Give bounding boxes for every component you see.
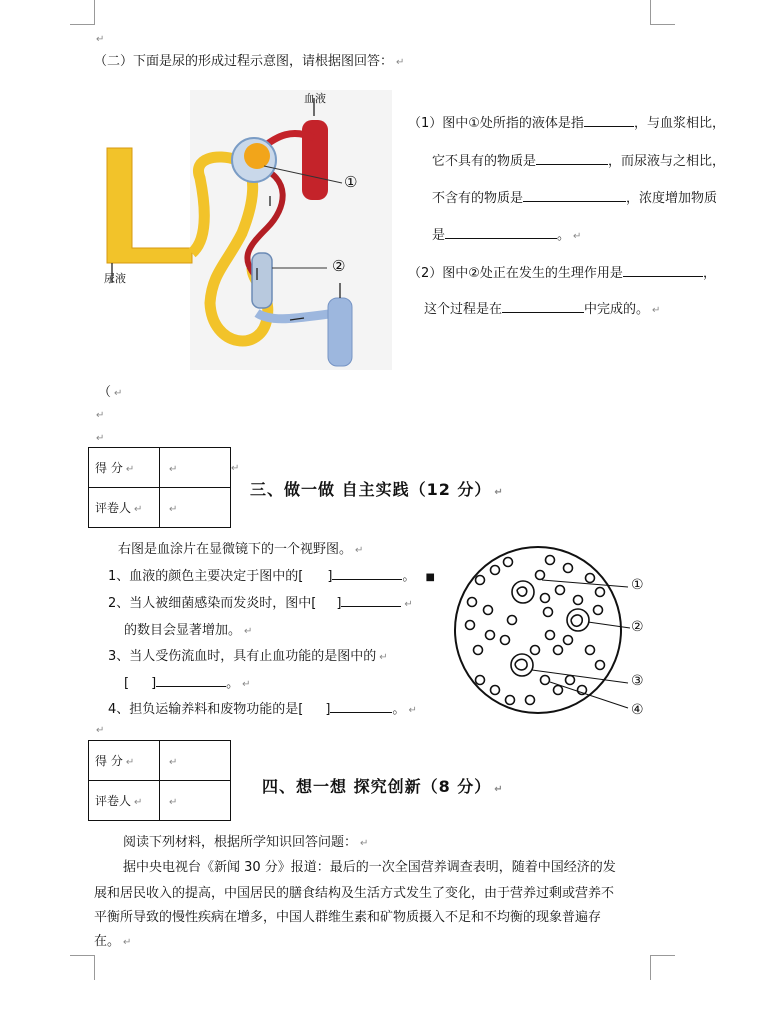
s3-q3-text-c: 。 — [226, 676, 240, 691]
section4-para-line4: 在。 ↵ — [94, 934, 132, 949]
s3-q3-text-a: [ — [124, 676, 130, 691]
score-table-section4 — [88, 740, 231, 821]
label-urine: 尿液 — [104, 272, 126, 285]
blood-smear-diagram — [450, 540, 660, 720]
reviewer-value-cell[interactable]: ↵ — [160, 781, 231, 821]
q1-line2-text-a: 它不具有的物质是 — [432, 154, 537, 169]
nephron-svg — [92, 88, 392, 373]
blank-s3-q2 — [341, 593, 401, 607]
reviewer-label-cell: 评卷人 ↵ — [89, 781, 160, 821]
q1-line2 — [432, 150, 725, 169]
red-blood-cell — [596, 661, 605, 670]
q1-line4: 是 。 ↵ — [432, 224, 581, 243]
para-line3-text: 平衡所导致的慢性疾病在增多，中国人群维生素和矿物质摄入不足和不均衡的现象普遍存 — [94, 910, 602, 925]
q1-line2-text-b: ，而尿液与之相比， — [608, 154, 726, 169]
blank-q1-a — [584, 113, 634, 127]
crop-mark-bottom-right — [650, 955, 675, 980]
blank-q1-d — [445, 225, 557, 239]
score-table-section3 — [88, 447, 231, 528]
paragraph-mark: ↵ — [96, 410, 105, 421]
q1-line4-text-a: 是 — [432, 228, 446, 243]
wbc-3 — [511, 654, 533, 676]
score-value-cell[interactable]: ↵ — [160, 741, 231, 781]
red-blood-cell — [491, 686, 500, 695]
red-blood-cell — [546, 556, 555, 565]
red-blood-cell — [596, 588, 605, 597]
paragraph-mark: ↵ — [96, 34, 105, 45]
label-blood: 血液 — [304, 92, 326, 105]
ureter-shape — [107, 148, 192, 263]
red-blood-cell — [554, 686, 563, 695]
q1-line4-text-b: 。 — [557, 228, 571, 243]
red-blood-cell — [546, 631, 555, 640]
red-blood-cell — [586, 574, 595, 583]
q2-line1 — [408, 262, 716, 281]
label-marker-1: ① — [344, 173, 358, 191]
paragraph-mark: ↵ — [96, 725, 105, 736]
red-blood-cell — [556, 586, 565, 595]
q2-line2: 这个过程是在 中完成的。 ↵ — [424, 298, 660, 317]
red-blood-cell — [501, 636, 510, 645]
nephron-diagram — [92, 88, 392, 373]
smear-marker-1: ① — [631, 577, 644, 593]
red-blood-cell — [476, 576, 485, 585]
wbc-2 — [567, 609, 589, 631]
s3-q1-text-c: 。 — [402, 569, 416, 584]
red-blood-cell — [541, 676, 550, 685]
q2-line2-text-a: 这个过程是在 — [424, 302, 503, 317]
s3-q4: 4、担负运输养料和废物功能的是[ ] 。 ↵ — [108, 698, 417, 717]
s3-q2-line2: 的数目会显著增加。 ↵ — [124, 623, 253, 638]
reviewer-value-cell[interactable]: ↵ — [160, 488, 231, 528]
blank-q2-a — [623, 263, 703, 277]
paragraph-mark: ↵ — [96, 433, 105, 444]
blank-q1-b — [536, 151, 608, 165]
red-blood-cell — [504, 558, 513, 567]
s3-q2-text-a: 2、当人被细菌感染而发炎时，图中[ — [108, 596, 317, 611]
s3-q2-line2-text: 的数目会显著增加。 — [124, 623, 242, 638]
score-label-cell: 得 分 ↵ — [89, 448, 160, 488]
q1-line3-text-a: 不含有的物质是 — [432, 191, 524, 206]
section4-intro-text: 阅读下列材料，根据所学知识回答问题： — [123, 835, 358, 850]
section3-intro-text: 右图是血涂片在显微镜下的一个视野图。 — [118, 542, 353, 557]
reviewer-label: 评卷人 — [95, 501, 132, 515]
red-blood-cell — [476, 676, 485, 685]
red-blood-cell — [574, 596, 583, 605]
red-blood-cell — [544, 608, 553, 617]
red-blood-cell — [586, 646, 595, 655]
section4-title: 四、想一想 探究创新（8 分） ↵ — [262, 777, 504, 796]
section4-title-text: 四、想一想 探究创新（8 分） — [262, 777, 492, 796]
q2-line1-text-a: （2）图中②处正在发生的生理作用是 — [408, 266, 623, 281]
para-line1-text: 据中央电视台《新闻 30 分》报道：最后的一次全国营养调查表明，随着中国经济的发 — [123, 860, 616, 875]
score-value-cell[interactable]: ↵ — [160, 448, 231, 488]
red-blood-cell — [474, 646, 483, 655]
section4-para-line2 — [94, 882, 614, 901]
crop-mark-top-right — [650, 0, 675, 25]
s3-q4-text-a: 4、担负运输养料和废物功能的是[ — [108, 702, 304, 717]
label-marker-2: ② — [332, 257, 346, 275]
section4-para-line3 — [94, 906, 601, 925]
paragraph-mark: ↵ — [231, 463, 240, 474]
red-blood-cell — [531, 646, 540, 655]
blank-q1-c — [523, 188, 626, 202]
s3-q3-line2: [ ] 。 ↵ — [124, 672, 251, 691]
score-label-cell: 得 分 ↵ — [89, 741, 160, 781]
glomerulus — [244, 143, 270, 169]
q1-line1-text-b: ，与血浆相比， — [633, 116, 725, 131]
red-blood-cell — [554, 646, 563, 655]
q1-line1 — [408, 112, 725, 131]
s3-q3: 3、当人受伤流血时，具有止血功能的是图中的 ↵ — [108, 649, 388, 664]
blood-smear-svg — [450, 540, 660, 720]
red-blood-cell — [566, 676, 575, 685]
blank-q2-b — [502, 299, 584, 313]
section3-title: 三、做一做 自主实践（12 分） ↵ — [250, 480, 504, 499]
part2-heading: （二）下面是尿的形成过程示意图，请根据图回答： ↵ — [94, 54, 405, 69]
q1-line1-text-a: （1）图中①处所指的液体是指 — [408, 116, 584, 131]
q1-line3 — [432, 187, 717, 206]
renal-venule — [257, 313, 337, 319]
smear-marker-4: ④ — [631, 702, 644, 718]
peritubular-capillary — [252, 253, 272, 308]
s3-q3-text: 3、当人受伤流血时，具有止血功能的是图中的 — [108, 649, 377, 664]
blank-s3-q1 — [332, 566, 402, 580]
crop-mark-top-left — [70, 0, 95, 25]
smear-marker-3: ③ — [631, 673, 644, 689]
red-blood-cell — [468, 598, 477, 607]
s3-q2-text-b: ] — [336, 596, 342, 611]
section3-title-text: 三、做一做 自主实践（12 分） — [250, 480, 492, 499]
section4-para-line1 — [123, 856, 616, 875]
red-blood-cell — [526, 696, 535, 705]
s3-q1-text-a: 1、血液的颜色主要决定于图中的[ — [108, 569, 304, 584]
stray-paren: （ ↵ — [98, 385, 123, 400]
red-blood-cell — [484, 606, 493, 615]
section3-intro: 右图是血涂片在显微镜下的一个视野图。 ↵ — [118, 542, 364, 557]
red-blood-cell — [466, 621, 475, 630]
score-label: 得 分 — [95, 461, 123, 475]
blank-s3-q3 — [156, 673, 226, 687]
heading-text: （二）下面是尿的形成过程示意图，请根据图回答： — [94, 54, 394, 69]
red-blood-cell — [541, 594, 550, 603]
q2-line2-text-b: 中完成的。 — [584, 302, 650, 317]
stray-paren-text: （ — [98, 385, 112, 400]
renal-vein — [328, 298, 352, 366]
s3-q1-text-b: ] — [327, 569, 333, 584]
q1-line3-text-b: ，浓度增加物质 — [626, 191, 718, 206]
red-blood-cell — [564, 564, 573, 573]
crop-mark-bottom-left — [70, 955, 95, 980]
red-blood-cell — [594, 606, 603, 615]
para-line4-text: 在。 — [94, 934, 121, 949]
reviewer-label: 评卷人 — [95, 794, 132, 808]
s3-q4-text-b: ] — [325, 702, 331, 717]
red-blood-cell — [564, 636, 573, 645]
smear-marker-2: ② — [631, 619, 644, 635]
red-blood-cell — [506, 696, 515, 705]
s3-q4-text-c: 。 — [392, 702, 406, 717]
wbc-1 — [512, 581, 534, 603]
blank-s3-q4 — [330, 699, 392, 713]
score-label: 得 分 — [95, 754, 123, 768]
red-blood-cell — [536, 571, 545, 580]
s3-q1: 1、血液的颜色主要决定于图中的[ ] 。 ■ — [108, 565, 435, 584]
s3-q3-text-b: ] — [151, 676, 157, 691]
red-blood-cell — [486, 631, 495, 640]
para-line2-text: 展和居民收入的提高，中国居民的膳食结构及生活方式发生了变化，由于营养过剩或营养不 — [94, 886, 615, 901]
s3-q2: 2、当人被细菌感染而发炎时，图中[ ] ↵ — [108, 592, 413, 611]
red-blood-cell — [491, 566, 500, 575]
q2-line1-text-b: ， — [702, 266, 716, 281]
red-blood-cell — [508, 616, 517, 625]
section4-intro: 阅读下列材料，根据所学知识回答问题： ↵ — [123, 835, 369, 850]
reviewer-label-cell: 评卷人 ↵ — [89, 488, 160, 528]
